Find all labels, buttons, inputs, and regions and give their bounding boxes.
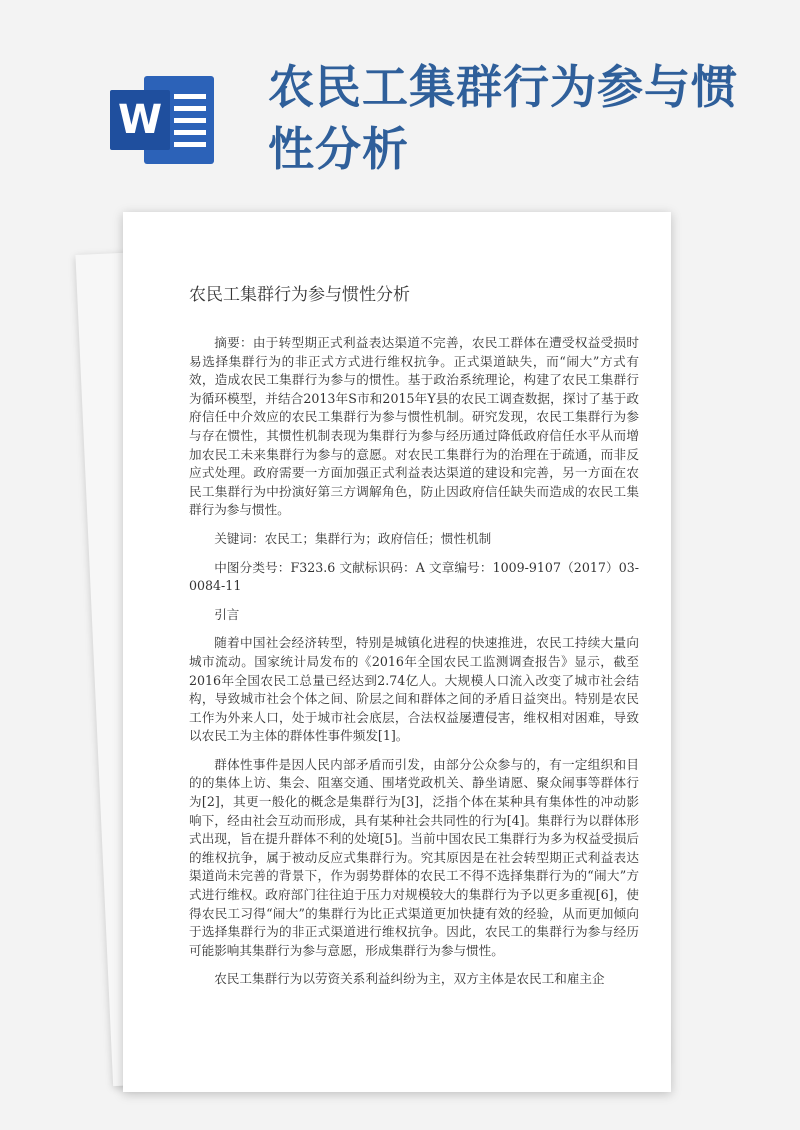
section-heading-introduction: 引言 xyxy=(214,606,240,622)
word-document-icon xyxy=(110,70,218,170)
page-title-line-1: 农民工集群行为参与惯 xyxy=(268,60,738,114)
body-paragraph: 群体性事件是因人民内部矛盾而引发，由部分公众参与的，有一定组织和目的的集体上访、集会、阻塞交通、围堵党政机关、静坐请愿、聚众闹事等群体行为[2]，其更一般化的概念是集群行为[3]，泛指个体在某种具有集体性的冲动影响下，经由社会互动而形成，具有某种社会共同性的行为[4]。集群行为以群体形式出现，旨在提升群体不利的处境[5]。当前中国农民工集群行为多为权益受损后的维权抗争，属于被动反应式集群行为。究其原因是在社会转型期正式利益表达渠道尚未完善的背景下，作为弱势群体的农民工不得不选择集群行为的“闹大”方式进行维权。政府部门往往迫于压力对规模较大的集群行为予以更多重视[6]，使得农民工习得“闹大”的集群行为比正式渠道更加快捷有效的经验，从而更加倾向于选择集群行为的非正式渠道进行维权抗争。因此，农民工的集群行为参与经历可能影响其集群行为参与意愿，形成集群行为参与惯性。 xyxy=(189,756,639,958)
word-letter-badge: W xyxy=(110,90,170,150)
page-title xyxy=(268,56,768,180)
page-title-line-2: 性分析 xyxy=(268,122,409,176)
abstract-paragraph: 摘要：由于转型期正式利益表达渠道不完善，农民工群体在遭受权益受损时易选择集群行为的非正式方式进行维权抗争。正式渠道缺失，而“闹大”方式有效，造成农民工集群行为参与的惯性。基于政治系统理论，构建了农民工集群行为循环模型，并结合2013年S市和2015年Y县的农民工调查数据，探讨了基于政府信任中介效应的农民工集群行为参与惯性机制。研究发现，农民工集群行为参与存在惯性，其惯性机制表现为集群行为参与经历通过降低政府信任水平从而增加农民工未来集群行为参与的意愿。对农民工集群行为的治理在于疏通，而非反应式处理。政府需要一方面加强正式利益表达渠道的建设和完善，另一方面在农民工集群行为中扮演好第三方调解角色，防止因政府信任缺失而造成的农民工集群行为参与惯性。 xyxy=(189,335,639,518)
classification-line: 中图分类号：F323.6 文献标识码：A 文章编号：1009-9107（2017）03-0084-11 xyxy=(189,559,639,594)
document-page xyxy=(123,212,671,1092)
document-body xyxy=(189,334,639,989)
body-paragraph: 随着中国社会经济转型，特别是城镇化进程的快速推进，农民工持续大量向城市流动。国家统计局发布的《2016年全国农民工监测调查报告》显示，截至2016年全国农民工总量已经达到2.74亿人。大规模人口流入改变了城市社会结构，导致城市社会个体之间、阶层之间和群体之间的矛盾日益突出。特别是农民工作为外来人口，处于城市社会底层，合法权益屡遭侵害，维权相对困难，导致以农民工为主体的群体性事件频发[1]。 xyxy=(189,635,639,744)
keywords-line: 关键词：农民工；集群行为；政府信任；惯性机制 xyxy=(214,530,492,546)
body-paragraph: 农民工集群行为以劳资关系利益纠纷为主，双方主体是农民工和雇主企 xyxy=(214,971,605,987)
document-title: 农民工集群行为参与惯性分析 xyxy=(189,285,410,305)
